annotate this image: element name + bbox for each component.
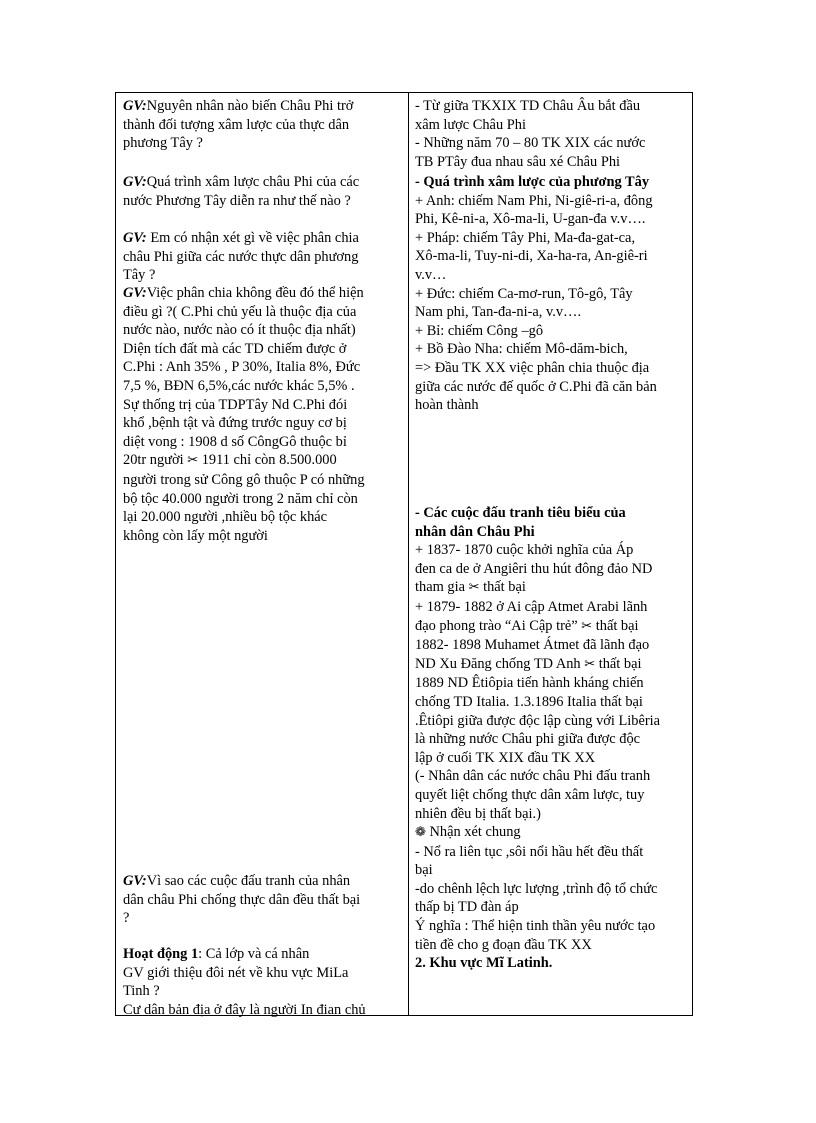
flower-icon: ❁ [415,825,426,841]
question-2: GV:Quá trình xâm lược châu Phi của các nước Phương Tây diễn ra như thế nào ? [123,174,360,209]
activity-1: Hoạt động 1: Cả lớp và cá nhân GV giới thiệu đôi nét về khu vực MiLa Tinh ? Cư dân bản địa ở đây là người In đian chủ [123,946,366,1018]
teacher-activity-column [116,93,409,1018]
gv-label: GV: [123,174,147,190]
gv-label: GV: [123,230,147,246]
gv-label: GV: [123,285,147,301]
activity-label: Hoạt động 1 [123,946,199,962]
question-1: GV:Nguyên nhân nào biến Châu Phi trở thành đối tượng xâm lược của thực dân phương Tây ? [123,98,354,152]
question-4: GV:Việc phân chia không đều đó thể hiện điều gì ?( C.Phi chủ yếu là thuộc địa của nước nào, nước nào có ít thuộc địa nhất) Diện tích đất mà các TD chiếm được ở C.Phi : Anh 35% , P 30%, Italia 8%, Đức 7,5 %, BĐN 6,5%,các nước khác 5,5% . Sự thống trị của TDPTây Nd C.Phi đói khổ ,bệnh tật và đứng trước nguy cơ bị diệt vong : 1908 d số CôngGô thuộc bỉ 20tr người ✂ 1911 chỉ còn 8.500.000 người trong sử Công gô thuộc P có những bộ tộc 40.000 người trong 2 năm chỉ còn lại 20.000 người ,nhiều bộ tộc khác không còn lấy một người [123,285,365,544]
content-column [409,93,692,1015]
scissors-icon: ✂ [584,656,596,672]
struggle-section: - Các cuộc đấu tranh tiêu biểu của nhân dân Châu Phi + 1837- 1870 cuộc khởi nghĩa của Áp đen ca de ở Angiêri thu hút đông đảo ND tham gia ✂ thất bại + 1879- 1882 ở Ai cập Atmet Arabi lãnh đạo phong trào “Ai Cập trẻ” ✂ thất bại 1882- 1898 Muhamet Átmet đã lãnh đạo ND Xu Đăng chống TD Anh ✂ thất bại 1889 ND Êtiôpia tiến hành kháng chiến chống TD Italia. 1.3.1896 Italia thất bại .Êtiôpi giữa được độc lập cùng với Libêria là những nước Châu phi giữa được độc lập ở cuối TK XIX đầu TK XX (- Nhân dân các nước châu Phi đấu tranh quyết liệt chống thực dân xâm lược, tuy nhiên đều bị thất bại.) ❁ Nhận xét chung - Nổ ra liên tục ,sôi nổi hầu hết đều thất bại -do chênh lệch lực lượng ,trình độ tổ chức thấp bị TD đàn áp Ý nghĩa : Thể hiện tinh thần yêu nước tạo tiền đề cho g đoạn đầu TK XX 2. Khu vực Mĩ Latinh. [415,504,691,973]
scissors-icon: ✂ [581,618,593,634]
scissors-icon: ✂ [468,580,480,596]
lesson-table [115,92,693,1016]
section-heading: - Quá trình xâm lược của phương Tây [415,174,650,190]
gv-label: GV: [123,873,147,889]
causes-section: - Từ giữa TKXIX TD Châu Âu bắt đầu xâm lược Châu Phi - Những năm 70 – 80 TK XIX các nước TB PTây đua nhau sâu xé Châu Phi [415,98,646,170]
invasion-section: - Quá trình xâm lược của phương Tây + Anh: chiếm Nam Phi, Ni-giê-ri-a, đông Phi, Kê-ni-a, Xô-ma-li, U-gan-đa v.v…. + Pháp: chiếm Tây Phi, Ma-đa-gat-ca, Xô-ma-li, Tuy-ni-di, Xa-ha-ra, An-giê-ri v.v… + Đức: chiếm Ca-mơ-run, Tô-gô, Tây Nam phi, Tan-đa-ni-a, v.v…. + Bỉ: chiếm Công –gô + Bồ Đào Nha: chiếm Mô-dăm-bich, => Đầu TK XX việc phân chia thuộc địa giữa các nước đế quốc ở C.Phi đã căn bản hoàn thành [415,173,691,415]
question-3: GV: Em có nhận xét gì về việc phân chia châu Phi giữa các nước thực dân phương Tây ? [123,230,359,284]
question-5: GV:Vì sao các cuộc đấu tranh của nhân dân châu Phi chống thực dân đều thất bại ? [123,873,361,927]
gv-label: GV: [123,98,147,114]
section-heading: - Các cuộc đấu tranh tiêu biểu của [415,505,626,521]
section-heading: 2. Khu vực Mĩ Latinh. [415,955,553,972]
scissors-icon: ✂ [187,453,199,469]
